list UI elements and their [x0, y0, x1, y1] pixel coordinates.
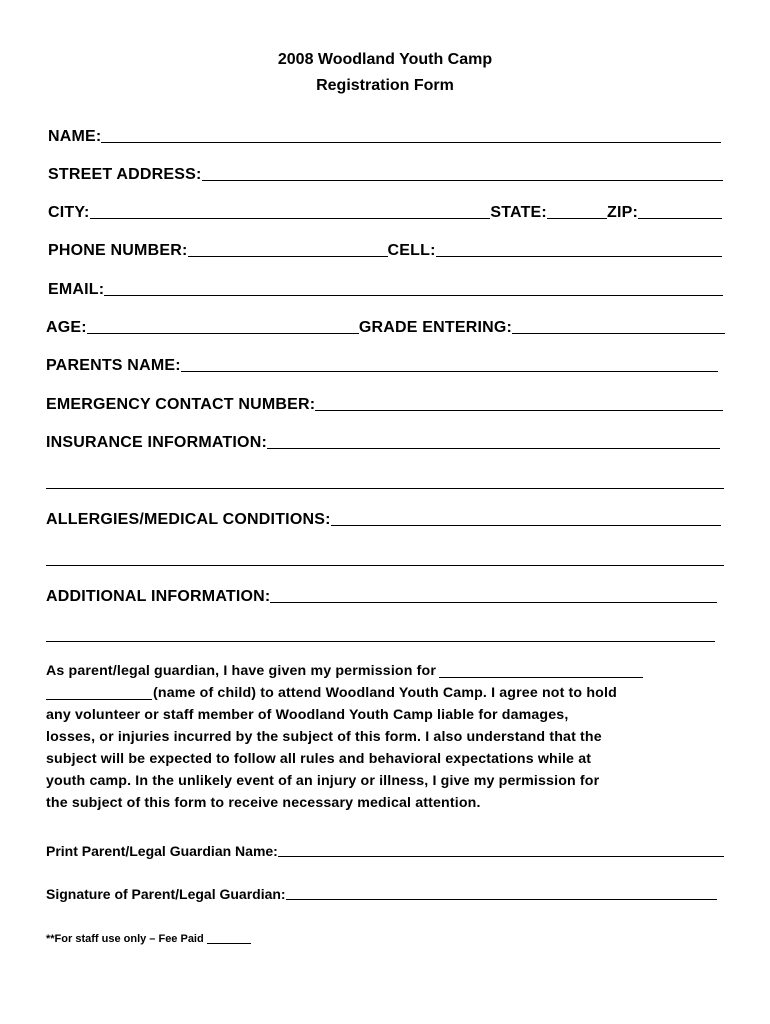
permission-line-5: subject will be expected to follow all rules and behavioral expectations while at — [46, 751, 592, 767]
permission-line-2: (name of child) to attend Woodland Youth Camp. I agree not to hold — [153, 685, 617, 701]
form-title: 2008 Woodland Youth Camp — [277, 51, 493, 68]
permission-blank-1[interactable] — [439, 676, 643, 678]
parents-name-field — [46, 357, 718, 375]
additional-info-label: ADDITIONAL INFORMATION: — [46, 588, 271, 605]
permission-line-4: losses, or injuries incurred by the subject of this form. I also understand that the — [46, 729, 602, 745]
insurance-blank[interactable] — [267, 447, 720, 449]
state-blank[interactable] — [547, 217, 607, 219]
permission-line-1: As parent/legal guardian, I have given my permission for — [46, 663, 436, 679]
age-blank[interactable] — [87, 332, 359, 334]
additional-info-extra-line[interactable] — [46, 641, 715, 642]
email-label: EMAIL: — [48, 281, 105, 298]
name-label: NAME: — [48, 128, 102, 145]
form-subtitle: Registration Form — [316, 77, 454, 94]
insurance-field — [46, 434, 720, 452]
zip-blank[interactable] — [638, 217, 722, 219]
allergies-label: ALLERGIES/MEDICAL CONDITIONS: — [46, 511, 331, 528]
staff-use-note — [46, 932, 251, 946]
insurance-label: INSURANCE INFORMATION: — [46, 434, 267, 451]
grade-entering-blank[interactable] — [512, 332, 725, 334]
street-address-label: STREET ADDRESS: — [48, 166, 202, 183]
additional-info-blank[interactable] — [270, 601, 717, 603]
zip-label: ZIP: — [606, 204, 638, 221]
street-address-field — [48, 166, 723, 184]
state-label: STATE: — [490, 204, 547, 221]
street-address-blank[interactable] — [202, 179, 723, 181]
emergency-contact-blank[interactable] — [315, 409, 723, 411]
cell-blank[interactable] — [436, 255, 722, 257]
additional-info-field — [46, 588, 717, 606]
city-state-zip-field — [48, 204, 722, 222]
print-name-label: Print Parent/Legal Guardian Name: — [46, 843, 278, 859]
age-grade-field — [46, 319, 725, 337]
emergency-contact-field — [46, 396, 723, 414]
permission-line-6: youth camp. In the unlikely event of an injury or illness, I give my permission for — [46, 773, 600, 789]
allergies-extra-line[interactable] — [46, 565, 724, 566]
email-field — [48, 281, 723, 299]
print-name-blank[interactable] — [278, 855, 724, 857]
child-name-blank[interactable] — [46, 698, 152, 700]
signature-label: Signature of Parent/Legal Guardian: — [46, 886, 286, 902]
allergies-field — [46, 511, 721, 529]
parents-name-blank[interactable] — [181, 370, 718, 372]
phone-number-blank[interactable] — [188, 255, 388, 257]
city-label: CITY: — [48, 204, 90, 221]
cell-label: CELL: — [387, 242, 436, 259]
name-field — [48, 128, 721, 146]
permission-line-3: any volunteer or staff member of Woodland Youth Camp liable for damages, — [46, 707, 569, 723]
allergies-blank[interactable] — [331, 524, 721, 526]
insurance-extra-line[interactable] — [46, 488, 724, 489]
phone-cell-field — [48, 242, 722, 260]
city-blank[interactable] — [90, 217, 491, 219]
fee-paid-blank[interactable] — [207, 942, 251, 944]
phone-number-label: PHONE NUMBER: — [48, 242, 188, 259]
email-blank[interactable] — [104, 294, 723, 296]
signature-blank[interactable] — [286, 898, 717, 900]
age-label: AGE: — [46, 319, 87, 336]
signature-field — [46, 885, 717, 903]
name-blank[interactable] — [101, 141, 721, 143]
grade-entering-label: GRADE ENTERING: — [358, 319, 513, 336]
print-name-field — [46, 842, 724, 860]
staff-note-label: **For staff use only – Fee Paid — [46, 933, 204, 945]
permission-line-7: the subject of this form to receive necessary medical attention. — [46, 795, 481, 811]
permission-statement — [46, 660, 722, 814]
parents-name-label: PARENTS NAME: — [46, 357, 181, 374]
emergency-contact-label: EMERGENCY CONTACT NUMBER: — [46, 396, 316, 413]
